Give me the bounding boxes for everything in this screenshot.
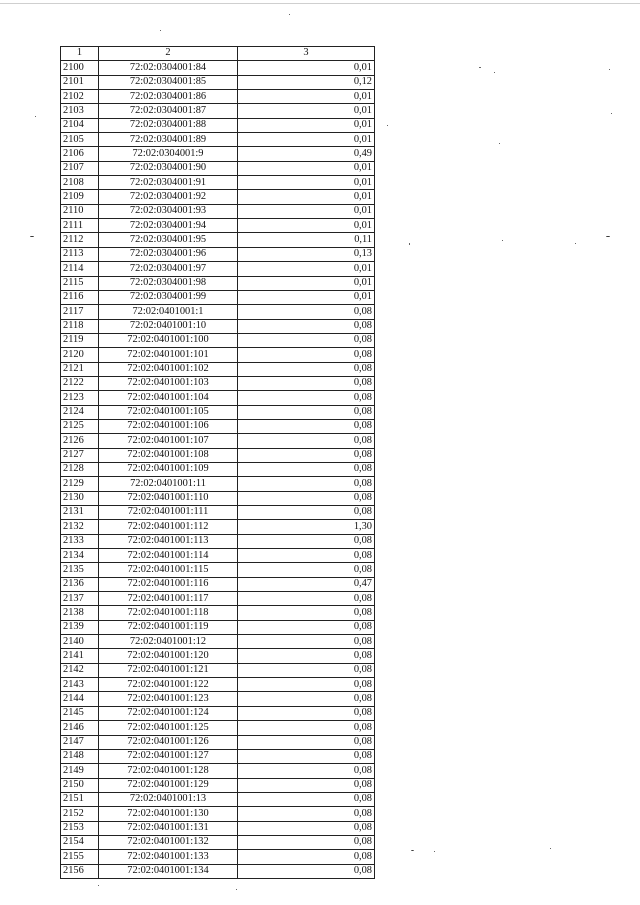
scan-speck — [575, 243, 576, 244]
cadastral-number: 72:02:0401001:120 — [99, 649, 238, 663]
scan-speck — [606, 236, 610, 237]
row-number: 2118 — [61, 319, 99, 333]
row-value: 0,08 — [238, 692, 375, 706]
row-value: 0,08 — [238, 362, 375, 376]
row-number: 2143 — [61, 678, 99, 692]
cadastral-number: 72:02:0401001:125 — [99, 721, 238, 735]
cadastral-number: 72:02:0401001:104 — [99, 391, 238, 405]
row-value: 0,08 — [238, 549, 375, 563]
cadastral-number: 72:02:0401001:121 — [99, 663, 238, 677]
cadastral-number: 72:02:0401001:129 — [99, 778, 238, 792]
scan-speck — [387, 125, 388, 126]
row-number: 2156 — [61, 864, 99, 878]
row-value: 0,01 — [238, 104, 375, 118]
scan-speck — [499, 143, 500, 144]
scan-speck — [35, 116, 36, 117]
row-value: 0,08 — [238, 434, 375, 448]
cadastral-number: 72:02:0401001:124 — [99, 706, 238, 720]
row-number: 2124 — [61, 405, 99, 419]
table-row — [61, 419, 375, 433]
row-number: 2101 — [61, 75, 99, 89]
table-row — [61, 764, 375, 778]
scan-speck — [409, 243, 410, 245]
row-number: 2151 — [61, 792, 99, 806]
table-row — [61, 692, 375, 706]
cadastral-number: 72:02:0401001:111 — [99, 506, 238, 520]
table-row — [61, 477, 375, 491]
row-number: 2137 — [61, 592, 99, 606]
table-row — [61, 706, 375, 720]
row-number: 2129 — [61, 477, 99, 491]
cadastral-number: 72:02:0401001:118 — [99, 606, 238, 620]
cadastral-number: 72:02:0401001:10 — [99, 319, 238, 333]
cadastral-number: 72:02:0304001:91 — [99, 176, 238, 190]
row-number: 2147 — [61, 735, 99, 749]
cadastral-number: 72:02:0304001:97 — [99, 262, 238, 276]
row-number: 2105 — [61, 133, 99, 147]
cadastral-number: 72:02:0401001:105 — [99, 405, 238, 419]
row-value: 0,08 — [238, 721, 375, 735]
table-row — [61, 678, 375, 692]
row-number: 2128 — [61, 462, 99, 476]
cadastral-number: 72:02:0401001:117 — [99, 592, 238, 606]
row-number: 2100 — [61, 61, 99, 75]
row-value: 0,08 — [238, 792, 375, 806]
row-value: 0,11 — [238, 233, 375, 247]
table-row — [61, 362, 375, 376]
scan-speck — [479, 67, 481, 68]
table-row — [61, 462, 375, 476]
row-value: 0,08 — [238, 592, 375, 606]
cadastral-number: 72:02:0304001:88 — [99, 118, 238, 132]
scan-speck — [236, 889, 237, 890]
row-number: 2120 — [61, 348, 99, 362]
row-number: 2140 — [61, 635, 99, 649]
row-value: 0,01 — [238, 262, 375, 276]
scan-speck — [30, 236, 34, 237]
row-number: 2142 — [61, 663, 99, 677]
scan-speck — [289, 14, 290, 15]
scan-speck — [611, 113, 612, 114]
row-value: 1,30 — [238, 520, 375, 534]
scan-speck — [494, 72, 495, 73]
row-number: 2148 — [61, 749, 99, 763]
row-number: 2111 — [61, 219, 99, 233]
table-row — [61, 262, 375, 276]
cadastral-number: 72:02:0304001:93 — [99, 204, 238, 218]
row-value: 0,08 — [238, 405, 375, 419]
table-row — [61, 821, 375, 835]
row-value: 0,08 — [238, 635, 375, 649]
row-value: 0,08 — [238, 649, 375, 663]
table-row — [61, 635, 375, 649]
row-value: 0,08 — [238, 534, 375, 548]
row-number: 2103 — [61, 104, 99, 118]
row-number: 2133 — [61, 534, 99, 548]
row-number: 2139 — [61, 620, 99, 634]
row-value: 0,47 — [238, 577, 375, 591]
scan-speck — [160, 30, 161, 31]
row-number: 2153 — [61, 821, 99, 835]
row-number: 2127 — [61, 448, 99, 462]
table-row — [61, 348, 375, 362]
table-row — [61, 506, 375, 520]
column-header-3: 3 — [238, 47, 375, 61]
row-value: 0,08 — [238, 678, 375, 692]
row-value: 0,12 — [238, 75, 375, 89]
row-number: 2104 — [61, 118, 99, 132]
table-row — [61, 448, 375, 462]
cadastral-number: 72:02:0401001:119 — [99, 620, 238, 634]
cadastral-number: 72:02:0304001:96 — [99, 247, 238, 261]
row-number: 2123 — [61, 391, 99, 405]
cadastral-number: 72:02:0401001:127 — [99, 749, 238, 763]
row-number: 2119 — [61, 333, 99, 347]
row-value: 0,08 — [238, 333, 375, 347]
cadastral-number: 72:02:0401001:113 — [99, 534, 238, 548]
cadastral-number: 72:02:0401001:103 — [99, 376, 238, 390]
table-row — [61, 721, 375, 735]
table-header-row — [61, 47, 375, 61]
cadastral-number: 72:02:0304001:99 — [99, 290, 238, 304]
row-value: 0,08 — [238, 835, 375, 849]
row-value: 0,08 — [238, 850, 375, 864]
row-number: 2155 — [61, 850, 99, 864]
data-table — [60, 46, 375, 879]
cadastral-number: 72:02:0401001:108 — [99, 448, 238, 462]
row-value: 0,08 — [238, 348, 375, 362]
row-number: 2146 — [61, 721, 99, 735]
table-row — [61, 405, 375, 419]
row-value: 0,08 — [238, 620, 375, 634]
table-row — [61, 835, 375, 849]
table-row — [61, 620, 375, 634]
row-number: 2112 — [61, 233, 99, 247]
row-value: 0,08 — [238, 305, 375, 319]
row-value: 0,08 — [238, 821, 375, 835]
scan-speck — [98, 885, 99, 886]
table-row — [61, 276, 375, 290]
table-row — [61, 520, 375, 534]
row-number: 2102 — [61, 90, 99, 104]
row-value: 0,08 — [238, 606, 375, 620]
cadastral-number: 72:02:0304001:86 — [99, 90, 238, 104]
table-row — [61, 133, 375, 147]
table-row — [61, 778, 375, 792]
table-row — [61, 90, 375, 104]
cadastral-number: 72:02:0304001:90 — [99, 161, 238, 175]
table-row — [61, 190, 375, 204]
cadastral-number: 72:02:0304001:89 — [99, 133, 238, 147]
cadastral-number: 72:02:0401001:1 — [99, 305, 238, 319]
cadastral-number: 72:02:0401001:128 — [99, 764, 238, 778]
table-row — [61, 233, 375, 247]
cadastral-number: 72:02:0401001:115 — [99, 563, 238, 577]
cadastral-number: 72:02:0401001:112 — [99, 520, 238, 534]
row-value: 0,01 — [238, 90, 375, 104]
table-row — [61, 176, 375, 190]
row-number: 2136 — [61, 577, 99, 591]
row-number: 2109 — [61, 190, 99, 204]
cadastral-number: 72:02:0401001:133 — [99, 850, 238, 864]
row-number: 2116 — [61, 290, 99, 304]
table-row — [61, 434, 375, 448]
scan-speck — [502, 240, 503, 241]
table-row — [61, 491, 375, 505]
row-number: 2121 — [61, 362, 99, 376]
row-value: 0,08 — [238, 807, 375, 821]
table-body — [61, 61, 375, 879]
cadastral-number: 72:02:0401001:107 — [99, 434, 238, 448]
cadastral-number: 72:02:0401001:110 — [99, 491, 238, 505]
table-row — [61, 850, 375, 864]
cadastral-number: 72:02:0304001:84 — [99, 61, 238, 75]
cadastral-number: 72:02:0304001:95 — [99, 233, 238, 247]
row-number: 2108 — [61, 176, 99, 190]
row-value: 0,08 — [238, 764, 375, 778]
cadastral-number: 72:02:0304001:98 — [99, 276, 238, 290]
cadastral-number: 72:02:0401001:100 — [99, 333, 238, 347]
row-value: 0,01 — [238, 61, 375, 75]
row-value: 0,01 — [238, 133, 375, 147]
cadastral-number: 72:02:0401001:131 — [99, 821, 238, 835]
row-value: 0,13 — [238, 247, 375, 261]
row-value: 0,08 — [238, 477, 375, 491]
row-number: 2141 — [61, 649, 99, 663]
row-number: 2114 — [61, 262, 99, 276]
row-number: 2107 — [61, 161, 99, 175]
table-row — [61, 204, 375, 218]
scan-speck — [550, 848, 551, 849]
cadastral-number: 72:02:0401001:12 — [99, 635, 238, 649]
table-row — [61, 247, 375, 261]
row-value: 0,08 — [238, 319, 375, 333]
table-row — [61, 534, 375, 548]
table-row — [61, 749, 375, 763]
cadastral-number: 72:02:0401001:114 — [99, 549, 238, 563]
cadastral-number: 72:02:0304001:85 — [99, 75, 238, 89]
table-row — [61, 161, 375, 175]
row-number: 2131 — [61, 506, 99, 520]
scan-speck — [411, 850, 414, 851]
row-number: 2152 — [61, 807, 99, 821]
cadastral-number: 72:02:0401001:123 — [99, 692, 238, 706]
row-value: 0,01 — [238, 118, 375, 132]
row-number: 2132 — [61, 520, 99, 534]
row-number: 2122 — [61, 376, 99, 390]
table-row — [61, 592, 375, 606]
row-number: 2145 — [61, 706, 99, 720]
row-value: 0,01 — [238, 276, 375, 290]
scan-speck — [609, 69, 610, 70]
row-value: 0,08 — [238, 735, 375, 749]
table-row — [61, 735, 375, 749]
row-number: 2150 — [61, 778, 99, 792]
row-value: 0,08 — [238, 563, 375, 577]
table-row — [61, 333, 375, 347]
table-row — [61, 319, 375, 333]
table-row — [61, 104, 375, 118]
row-number: 2130 — [61, 491, 99, 505]
row-number: 2138 — [61, 606, 99, 620]
cadastral-number: 72:02:0401001:102 — [99, 362, 238, 376]
cadastral-number: 72:02:0401001:134 — [99, 864, 238, 878]
row-value: 0,08 — [238, 749, 375, 763]
table-row — [61, 864, 375, 878]
row-number: 2117 — [61, 305, 99, 319]
cadastral-number: 72:02:0401001:126 — [99, 735, 238, 749]
row-number: 2115 — [61, 276, 99, 290]
table-row — [61, 147, 375, 161]
column-header-2: 2 — [99, 47, 238, 61]
row-value: 0,01 — [238, 161, 375, 175]
top-scan-edge — [0, 3, 640, 4]
row-value: 0,08 — [238, 448, 375, 462]
cadastral-number: 72:02:0304001:87 — [99, 104, 238, 118]
cadastral-number: 72:02:0304001:9 — [99, 147, 238, 161]
row-value: 0,08 — [238, 376, 375, 390]
row-value: 0,08 — [238, 491, 375, 505]
row-number: 2154 — [61, 835, 99, 849]
row-value: 0,08 — [238, 391, 375, 405]
row-value: 0,08 — [238, 706, 375, 720]
row-value: 0,01 — [238, 290, 375, 304]
table-row — [61, 577, 375, 591]
row-value: 0,08 — [238, 778, 375, 792]
row-value: 0,08 — [238, 419, 375, 433]
row-number: 2113 — [61, 247, 99, 261]
cadastral-number: 72:02:0304001:92 — [99, 190, 238, 204]
table-row — [61, 391, 375, 405]
cadastral-number: 72:02:0401001:116 — [99, 577, 238, 591]
cadastral-number: 72:02:0401001:130 — [99, 807, 238, 821]
table-row — [61, 649, 375, 663]
row-number: 2106 — [61, 147, 99, 161]
row-value: 0,49 — [238, 147, 375, 161]
cadastral-number: 72:02:0401001:13 — [99, 792, 238, 806]
row-number: 2110 — [61, 204, 99, 218]
row-number: 2135 — [61, 563, 99, 577]
table-row — [61, 663, 375, 677]
row-value: 0,08 — [238, 663, 375, 677]
table-row — [61, 61, 375, 75]
table-row — [61, 305, 375, 319]
table-row — [61, 792, 375, 806]
table-row — [61, 290, 375, 304]
table-row — [61, 549, 375, 563]
table-row — [61, 563, 375, 577]
row-value: 0,01 — [238, 204, 375, 218]
column-header-1: 1 — [61, 47, 99, 61]
row-number: 2126 — [61, 434, 99, 448]
row-number: 2125 — [61, 419, 99, 433]
cadastral-number: 72:02:0401001:106 — [99, 419, 238, 433]
scan-speck — [434, 851, 435, 852]
row-value: 0,08 — [238, 506, 375, 520]
cadastral-number: 72:02:0401001:11 — [99, 477, 238, 491]
row-value: 0,01 — [238, 176, 375, 190]
row-value: 0,01 — [238, 219, 375, 233]
cadastral-number: 72:02:0401001:101 — [99, 348, 238, 362]
row-number: 2144 — [61, 692, 99, 706]
table-row — [61, 219, 375, 233]
row-value: 0,08 — [238, 462, 375, 476]
row-value: 0,08 — [238, 864, 375, 878]
table-row — [61, 118, 375, 132]
table-row — [61, 807, 375, 821]
row-number: 2134 — [61, 549, 99, 563]
row-number: 2149 — [61, 764, 99, 778]
cadastral-number: 72:02:0401001:109 — [99, 462, 238, 476]
cadastral-number: 72:02:0401001:122 — [99, 678, 238, 692]
table-row — [61, 75, 375, 89]
row-value: 0,01 — [238, 190, 375, 204]
table-row — [61, 606, 375, 620]
cadastral-number: 72:02:0304001:94 — [99, 219, 238, 233]
table-row — [61, 376, 375, 390]
cadastral-number: 72:02:0401001:132 — [99, 835, 238, 849]
